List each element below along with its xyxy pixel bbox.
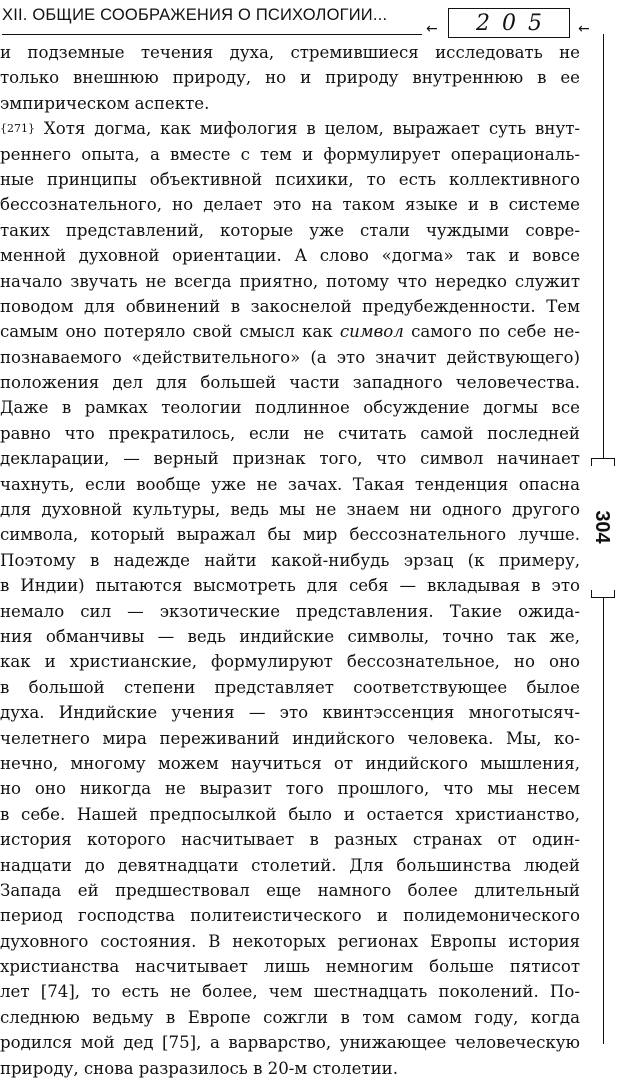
text-line: декларации, — верный признак того, что символ начинает [0, 449, 580, 469]
page-number-area [426, 8, 620, 42]
text-line: положения дел для большей части западного человечества. [0, 373, 580, 393]
text-line: равно что прекратилось, если не считать самой последней [0, 423, 580, 443]
text-line: духовного состояния. В некоторых регионах Европы история [0, 931, 580, 951]
header-rule [2, 34, 422, 35]
text-line: только внешнюю природу, но и природу внутреннюю в ее [0, 68, 580, 88]
text-line: в Индии) пытаются высмотреть для себя — вкладывая в это [0, 576, 580, 596]
text-line: эмпирическом аспекте. [0, 93, 210, 113]
side-marker: 304 [591, 510, 613, 544]
text-line-content: самым оно потеряло свой смысл как [0, 322, 333, 342]
italic-word: символ [339, 322, 404, 342]
text-line: лет [74], то есть не более, чем шестнадцать поколений. По- [0, 982, 580, 1002]
text-line: следнюю ведьму в Европе сожгли в том самом году, когда [0, 1007, 580, 1027]
page-number: 205 [476, 10, 554, 36]
text-line: как и христианские, формулируют бессознательное, но оно [0, 652, 580, 672]
text-line: челетнего мира переживаний индийского человека. Мы, ко- [0, 728, 580, 748]
text-line: менной духовной ориентации. А слово «догма» так и вовсе [0, 246, 580, 266]
text-line-content: Хотя догма, как мифология в целом, выражает суть внут- [43, 119, 580, 139]
text-line: и подземные течения духа, стремившиеся исследовать не [0, 43, 580, 62]
paragraph-number: {271} [0, 122, 35, 136]
text-line: немало сил — экзотические представления. Такие ожида- [0, 601, 580, 621]
text-line: Запада ей предшествовал еще намного более длительный [0, 880, 580, 900]
side-bracket-bottom [591, 590, 615, 598]
text-line: родился мой дед [75], а варварство, унижающее человеческую [0, 1033, 580, 1053]
arrow-left-icon: ← [426, 21, 438, 37]
text-line: реннего опыта, а вместе с тем и формулирует операциональ- [0, 144, 580, 164]
text-line: познаваемого «действительного» (а это значит действующего) [0, 347, 580, 367]
text-line: христианства насчитывает лишь немногим больше пятисот [0, 957, 580, 977]
text-line: поводом для обвинений в закоснелой предубежденности. Тем [0, 296, 580, 316]
text-line: надцати до девятнадцати столетий. Для большинства людей [0, 855, 580, 875]
text-line: для духовной культуры, ведь мы не знаем ни одного другого [0, 500, 580, 520]
text-line: ния обманчивы — ведь индийские символы, точно так же, [0, 626, 580, 646]
text-line: таких представлений, которые уже стали чуждыми совре- [0, 220, 580, 240]
side-bracket-top [591, 458, 615, 466]
arrow-right-icon: ← [578, 21, 590, 37]
text-line: символа, который выражал бы мир бессознательного лучше. [0, 525, 580, 545]
text-line: Поэтому в надежде найти какой-нибудь эрзац (к примеру, [0, 550, 580, 570]
page-number-box [448, 8, 570, 38]
text-line: в себе. Нашей предпосылкой было и остается христианство, [0, 804, 580, 824]
text-line: природу, снова разразилось в 20-м столетии. [0, 1058, 398, 1078]
text-line: нечно, многому можем научиться от индийского мышления, [0, 753, 580, 773]
text-line: бессознательного, но делает это на таком языке и в системе [0, 195, 580, 215]
text-line: ные принципы объективной психики, то есть коллективного [0, 169, 580, 189]
text-line: но оно никогда не выразит того прошлого, что мы несем [0, 779, 580, 799]
running-head: XII. ОБЩИЕ СООБРАЖЕНИЯ О ПСИХОЛОГИИ... [2, 6, 388, 24]
text-line: начало звучать не всегда приятно, потому что нередко служит [0, 271, 580, 291]
text-line-content: самого по себе не- [411, 322, 580, 342]
text-line: история которого насчитывает в разных странах от один- [0, 830, 580, 850]
text-line [0, 116, 580, 141]
text-line: духа. Индийские учения — это квинтэссенция многотысяч- [0, 703, 580, 723]
text-line: период господства политеистического и полидемонического [0, 906, 580, 926]
text-line: Даже в рамках теологии подлинное обсуждение догмы все [0, 398, 580, 418]
text-line [0, 319, 580, 344]
text-line: в большой степени представляет соответствующее былое [0, 677, 580, 697]
text-line: чахнуть, если вообще уже не зачах. Такая тенденция опасна [0, 474, 580, 494]
body-text [0, 40, 580, 1081]
